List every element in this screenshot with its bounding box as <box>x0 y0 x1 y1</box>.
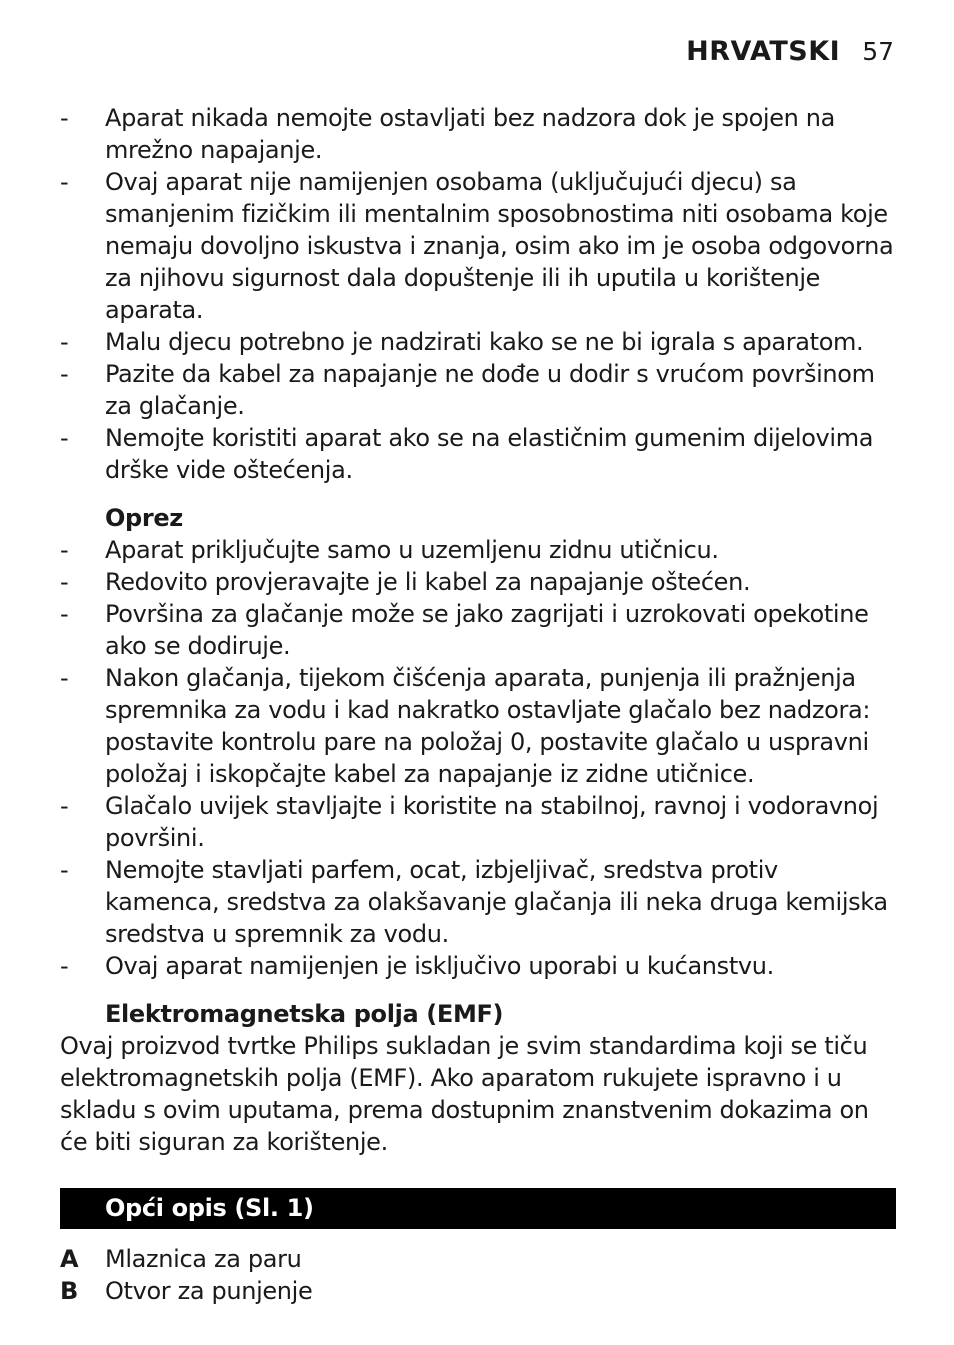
dash-bullet: - <box>60 536 69 564</box>
list-item: - Glačalo uvijek stavljajte i koristite na stabilnoj, ravnoj i vodoravnoj površini. <box>60 792 879 852</box>
dash-bullet: - <box>60 664 69 692</box>
page-number: 57 <box>862 37 894 66</box>
dash-bullet: - <box>60 600 69 628</box>
dash-bullet: - <box>60 568 69 596</box>
list-item: - Površina za glačanje može se jako zagrijati i uzrokovati opekotine ako se dodiruje. <box>60 600 869 660</box>
dash-bullet: - <box>60 104 69 132</box>
caution-list <box>60 534 896 982</box>
language-label: HRVATSKI <box>686 36 841 67</box>
dash-bullet: - <box>60 952 69 980</box>
list-item: - Aparat nikada nemojte ostavljati bez nadzora dok je spojen na mrežno napajanje. <box>60 104 836 164</box>
dash-bullet: - <box>60 856 69 884</box>
part-item <box>60 1243 896 1275</box>
part-label: Otvor za punjenje <box>105 1277 313 1305</box>
part-letter: B <box>60 1277 78 1305</box>
list-item: - Ovaj aparat nije namijenjen osobama (uključujući djecu) sa smanjenim fizičkim ili mentalnim sposobnostima niti osobama koje nemaju dovoljno iskustva i znanja, osim ako im je osoba odgovorna za njihovu sigurnost dala dopuštenje ili ih uputila u korištenje aparata. <box>60 168 894 324</box>
emf-heading: Elektromagnetska polja (EMF) <box>105 1000 504 1028</box>
list-item: - Redovito provjeravajte je li kabel za napajanje oštećen. <box>60 568 751 596</box>
list-item: - Nemojte stavljati parfem, ocat, izbjeljivač, sredstva protiv kamenca, sredstva za olakšavanje glačanja ili neka druga kemijska sredstva u spremnik za vodu. <box>60 856 888 948</box>
general-description-heading: Opći opis (Sl. 1) <box>60 1188 896 1229</box>
dash-bullet: - <box>60 360 69 388</box>
dash-bullet: - <box>60 168 69 196</box>
part-letter: A <box>60 1245 79 1273</box>
page-header <box>686 36 894 67</box>
parts-list <box>60 1243 896 1307</box>
safety-list <box>60 102 896 486</box>
list-item: - Pazite da kabel za napajanje ne dođe u dodir s vrućom površinom za glačanje. <box>60 360 875 420</box>
list-item: - Ovaj aparat namijenjen je isključivo uporabi u kućanstvu. <box>60 952 774 980</box>
emf-paragraph: Ovaj proizvod tvrtke Philips sukladan je svim standardima koji se tiču elektromagnetskih polja (EMF). Ako aparatom rukujete ispravno i u skladu s ovim uputama, prema dostupnim znanstvenim dokazima on će biti siguran za korištenje. <box>60 1032 869 1156</box>
dash-bullet: - <box>60 328 69 356</box>
part-label: Mlaznica za paru <box>105 1245 302 1273</box>
part-item <box>60 1275 896 1307</box>
list-item: - Nakon glačanja, tijekom čišćenja aparata, punjenja ili pražnjenja spremnika za vodu i kad nakratko ostavljate glačalo bez nadzora: postavite kontrolu pare na položaj 0, postavite glačalo u uspravni položaj i iskopčajte kabel za napajanje iz zidne utičnice. <box>60 664 871 788</box>
dash-bullet: - <box>60 792 69 820</box>
dash-bullet: - <box>60 424 69 452</box>
caution-heading: Oprez <box>105 504 183 532</box>
page-content <box>60 102 896 1307</box>
list-item: - Malu djecu potrebno je nadzirati kako se ne bi igrala s aparatom. <box>60 328 864 356</box>
list-item: - Nemojte koristiti aparat ako se na elastičnim gumenim dijelovima drške vide oštećenja. <box>60 424 874 484</box>
list-item: - Aparat priključujte samo u uzemljenu zidnu utičnicu. <box>60 536 719 564</box>
